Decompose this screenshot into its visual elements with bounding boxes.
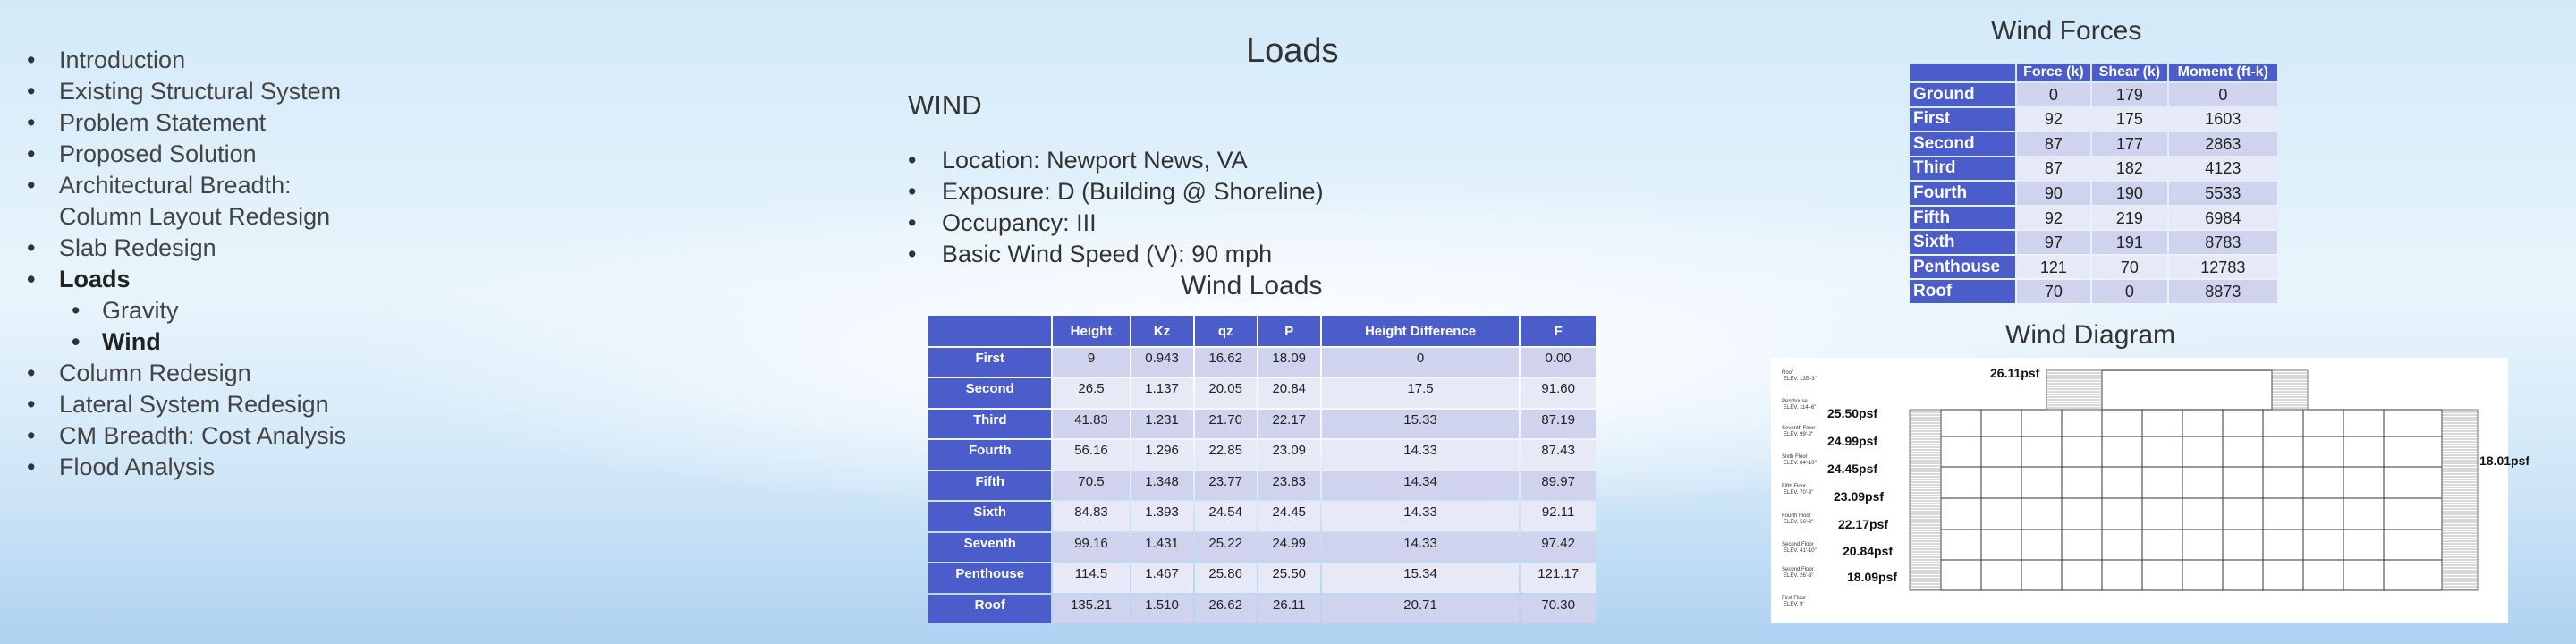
- section-heading: WIND: [908, 89, 982, 121]
- wind-loads-header-cell: Height Difference: [1322, 316, 1520, 346]
- floor-name-label: Seventh Floor: [1782, 426, 1816, 431]
- wind-forces-cell: 8873: [2169, 280, 2277, 303]
- wind-forces-cell: 92: [2017, 207, 2090, 230]
- wind-loads-cell: 70.30: [1521, 595, 1596, 624]
- wind-loads-row-label: First: [928, 348, 1051, 377]
- wind-loads-cell: 26.5: [1053, 378, 1129, 407]
- slide-title: Loads: [1246, 32, 1339, 70]
- wind-forces-row: [1910, 207, 2277, 230]
- outline-item: • Proposed Solution: [27, 139, 346, 170]
- fact-occupancy: • Occupancy: III: [908, 208, 1324, 239]
- wind-facts-list: [908, 145, 1324, 270]
- wind-forces-caption: Wind Forces: [1991, 16, 2142, 46]
- floor-name-label: Sixth Floor: [1782, 454, 1808, 460]
- outline-item: • Architectural Breadth:: [27, 170, 346, 201]
- floor-name-label: Fifth Floor: [1782, 484, 1807, 489]
- wind-forces-cell: 97: [2017, 231, 2090, 254]
- pressure-label: 24.45psf: [1827, 462, 1878, 476]
- floor-elevation-label: ELEV. 26'-6": [1784, 573, 1814, 579]
- wind-forces-body: [1910, 83, 2277, 303]
- wind-loads-cell: 91.60: [1521, 378, 1596, 407]
- floor-elevation-label: ELEV. 114'-6": [1784, 405, 1817, 411]
- wind-loads-row: [928, 410, 1596, 438]
- wind-loads-row-label: Third: [928, 410, 1051, 438]
- penthouse-windward-block: [2046, 370, 2102, 410]
- wind-loads-cell: 23.09: [1258, 440, 1320, 469]
- wind-forces-cell: 0: [2169, 83, 2277, 106]
- floor-name-label: Fourth Floor: [1782, 513, 1811, 519]
- wind-forces-row-label: Second: [1910, 132, 2015, 156]
- wind-forces-row: [1910, 157, 2277, 181]
- wind-loads-cell: 24.99: [1258, 533, 1320, 562]
- floor-elevation-label: ELEV. 9': [1784, 602, 1804, 607]
- wind-loads-cell: 9: [1053, 348, 1129, 377]
- wind-loads-cell: 23.77: [1195, 471, 1257, 500]
- wind-loads-cell: 14.34: [1322, 471, 1520, 500]
- wind-loads-header-cell: Kz: [1131, 316, 1193, 346]
- pressure-label: 20.84psf: [1843, 544, 1894, 558]
- wind-loads-header-cell: F: [1521, 316, 1596, 346]
- outline-item: • Lateral System Redesign: [27, 389, 346, 420]
- wind-loads-cell: 1.510: [1131, 595, 1193, 624]
- fact-exposure: • Exposure: D (Building @ Shoreline): [908, 176, 1324, 208]
- wind-forces-cell: 87: [2017, 157, 2090, 181]
- wind-loads-caption: Wind Loads: [1181, 271, 1323, 301]
- floor-elevation-label: ELEV. 70'-6": [1784, 490, 1814, 496]
- wind-forces-cell: 0: [2017, 83, 2090, 106]
- wind-forces-row-label: First: [1910, 108, 2015, 131]
- wind-forces-cell: 179: [2092, 83, 2167, 106]
- floor-name-label: Second Floor: [1782, 542, 1814, 547]
- wind-forces-cell: 175: [2092, 108, 2167, 131]
- pressure-label: 26.11psf: [1990, 366, 2040, 380]
- wind-loads-cell: 121.17: [1521, 564, 1596, 592]
- wind-loads-row-label: Sixth: [928, 502, 1051, 530]
- wind-loads-row-label: Fifth: [928, 471, 1051, 500]
- wind-forces-row: [1910, 231, 2277, 254]
- pressure-label: 18.09psf: [1847, 570, 1898, 584]
- wind-loads-cell: 20.84: [1258, 378, 1320, 407]
- wind-loads-header-cell: qz: [1195, 316, 1257, 346]
- penthouse-leeward-block: [2272, 370, 2308, 410]
- wind-forces-cell: 2863: [2169, 132, 2277, 156]
- wind-loads-cell: 25.50: [1258, 564, 1320, 592]
- wind-loads-cell: 84.83: [1053, 502, 1129, 530]
- outline-item: • Wind: [27, 326, 346, 358]
- wind-forces-row-label: Fourth: [1910, 182, 2015, 205]
- wind-forces-cell: 0: [2092, 280, 2167, 303]
- wind-forces-header-cell: Force (k): [2017, 64, 2090, 81]
- wind-loads-header-cell: [928, 316, 1051, 346]
- outline-item: • Existing Structural System: [27, 76, 346, 107]
- wind-loads-body: [928, 348, 1596, 623]
- wind-forces-row: [1910, 182, 2277, 205]
- wind-forces-row-label: Sixth: [1910, 231, 2015, 254]
- wind-loads-row-label: Fourth: [928, 440, 1051, 469]
- wind-loads-cell: 15.33: [1322, 410, 1520, 438]
- wind-forces-row: [1910, 132, 2277, 156]
- floor-elevation-label: ELEV. 56'-2": [1784, 520, 1814, 525]
- wind-forces-cell: 121: [2017, 256, 2090, 279]
- leeward-pressure-label: 18.01psf: [2479, 453, 2530, 468]
- wind-loads-cell: 0.00: [1521, 348, 1596, 377]
- wind-loads-cell: 92.11: [1521, 502, 1596, 530]
- outline-item: • Slab Redesign: [27, 233, 346, 264]
- outline-item: • Flood Analysis: [27, 452, 346, 483]
- wind-loads-cell: 14.33: [1322, 502, 1520, 530]
- fact-location: • Location: Newport News, VA: [908, 145, 1324, 176]
- floor-elevation-label: ELEV. 135'-3": [1784, 377, 1817, 382]
- wind-loads-cell: 25.22: [1195, 533, 1257, 562]
- penthouse-outline: [2102, 370, 2272, 410]
- wind-loads-row-label: Penthouse: [928, 564, 1051, 592]
- wind-loads-cell: 89.97: [1521, 471, 1596, 500]
- wind-diagram: [1771, 358, 2530, 623]
- wind-loads-cell: 26.11: [1258, 595, 1320, 624]
- wind-forces-cell: 4123: [2169, 157, 2277, 181]
- wind-loads-cell: 24.45: [1258, 502, 1320, 530]
- wind-loads-cell: 15.34: [1322, 564, 1520, 592]
- wind-forces-row-label: Third: [1910, 157, 2015, 181]
- wind-loads-cell: 41.83: [1053, 410, 1129, 438]
- wind-forces-cell: 70: [2017, 280, 2090, 303]
- pressure-label: 24.99psf: [1827, 434, 1878, 448]
- wind-loads-cell: 87.43: [1521, 440, 1596, 469]
- wind-loads-row: [928, 440, 1596, 469]
- wind-loads-cell: 25.86: [1195, 564, 1257, 592]
- wind-loads-cell: 22.85: [1195, 440, 1257, 469]
- wind-loads-row: [928, 564, 1596, 592]
- wind-loads-cell: 1.231: [1131, 410, 1193, 438]
- wind-forces-row-label: Ground: [1910, 83, 2015, 106]
- wind-loads-cell: 14.33: [1322, 440, 1520, 469]
- wind-forces-cell: 5533: [2169, 182, 2277, 205]
- wind-loads-cell: 20.05: [1195, 378, 1257, 407]
- outline-item: Column Layout Redesign: [59, 203, 331, 230]
- wind-loads-cell: 14.33: [1322, 533, 1520, 562]
- floor-name-label: Second Floor: [1782, 567, 1814, 572]
- pressure-label: 25.50psf: [1827, 406, 1878, 420]
- wind-loads-row: [928, 348, 1596, 377]
- wind-forces-cell: 1603: [2169, 108, 2277, 131]
- wind-loads-row: [928, 502, 1596, 530]
- wind-loads-table: [927, 314, 1597, 625]
- wind-diagram-caption: Wind Diagram: [2005, 320, 2176, 350]
- floor-elevation-label: ELEV. 99'-2": [1784, 432, 1814, 437]
- wind-forces-cell: 12783: [2169, 256, 2277, 279]
- wind-forces-row: [1910, 83, 2277, 106]
- wind-loads-header-cell: P: [1258, 316, 1320, 346]
- wind-loads-cell: 114.5: [1053, 564, 1129, 592]
- wind-forces-cell: 219: [2092, 207, 2167, 230]
- wind-loads-cell: 21.70: [1195, 410, 1257, 438]
- wind-forces-cell: 190: [2092, 182, 2167, 205]
- wind-forces-header-row: [1910, 64, 2277, 81]
- wind-loads-row: [928, 595, 1596, 624]
- wind-forces-cell: 191: [2092, 231, 2167, 254]
- wind-loads-cell: 1.393: [1131, 502, 1193, 530]
- wind-forces-cell: 92: [2017, 108, 2090, 131]
- outline-item: • Introduction: [27, 45, 346, 76]
- wind-loads-cell: 0.943: [1131, 348, 1193, 377]
- wind-forces-cell: 70: [2092, 256, 2167, 279]
- wind-loads-cell: 26.62: [1195, 595, 1257, 624]
- wind-loads-row-label: Seventh: [928, 533, 1051, 562]
- wind-forces-row-label: Roof: [1910, 280, 2015, 303]
- wind-forces-cell: 177: [2092, 132, 2167, 156]
- wind-loads-cell: 1.431: [1131, 533, 1193, 562]
- floor-name-label: First Floor: [1782, 596, 1806, 601]
- wind-loads-cell: 135.21: [1053, 595, 1129, 624]
- outline-item: • Problem Statement: [27, 107, 346, 139]
- wind-forces-cell: 87: [2017, 132, 2090, 156]
- pressure-label: 23.09psf: [1834, 489, 1885, 504]
- wind-loads-cell: 22.17: [1258, 410, 1320, 438]
- outline-item: • Loads: [27, 264, 346, 295]
- wind-loads-cell: 20.71: [1322, 595, 1520, 624]
- wind-forces-row-label: Penthouse: [1910, 256, 2015, 279]
- wind-loads-cell: 99.16: [1053, 533, 1129, 562]
- wind-forces-table: [1908, 62, 2279, 305]
- wind-forces-header-cell: Shear (k): [2092, 64, 2167, 81]
- slide-outline: [27, 45, 346, 483]
- wind-loads-row-label: Roof: [928, 595, 1051, 624]
- wind-forces-cell: 6984: [2169, 207, 2277, 230]
- floor-elevation-label: ELEV. 41'-10": [1784, 548, 1817, 554]
- wind-loads-cell: 56.16: [1053, 440, 1129, 469]
- wind-loads-header-row: [928, 316, 1596, 346]
- wind-forces-header-cell: Moment (ft-k): [2169, 64, 2277, 81]
- wind-loads-cell: 1.348: [1131, 471, 1193, 500]
- wind-loads-row-label: Second: [928, 378, 1051, 407]
- wind-loads-cell: 1.137: [1131, 378, 1193, 407]
- outline-item: • CM Breadth: Cost Analysis: [27, 420, 346, 452]
- wind-loads-cell: 1.467: [1131, 564, 1193, 592]
- wind-forces-row-label: Fifth: [1910, 207, 2015, 230]
- wind-forces-cell: 182: [2092, 157, 2167, 181]
- outline-item: • Gravity: [27, 295, 346, 326]
- wind-loads-cell: 24.54: [1195, 502, 1257, 530]
- wind-loads-cell: 87.19: [1521, 410, 1596, 438]
- wind-loads-cell: 97.42: [1521, 533, 1596, 562]
- wind-loads-header-cell: Height: [1053, 316, 1129, 346]
- wind-forces-header-cell: [1910, 64, 2015, 81]
- pressure-label: 22.17psf: [1838, 517, 1889, 531]
- wind-loads-cell: 17.5: [1322, 378, 1520, 407]
- wind-loads-row: [928, 533, 1596, 562]
- fact-wind-speed: • Basic Wind Speed (V): 90 mph: [908, 239, 1324, 270]
- outline-item: • Column Redesign: [27, 358, 346, 389]
- floor-name-label: Roof: [1782, 370, 1793, 376]
- wind-diagram-drawing: [1771, 358, 2530, 623]
- wind-forces-row: [1910, 256, 2277, 279]
- wind-forces-row: [1910, 280, 2277, 303]
- wind-loads-cell: 0: [1322, 348, 1520, 377]
- floor-name-label: Penthouse: [1782, 399, 1808, 404]
- wind-forces-cell: 8783: [2169, 231, 2277, 254]
- wind-loads-row: [928, 378, 1596, 407]
- wind-loads-cell: 70.5: [1053, 471, 1129, 500]
- floor-elevation-label: ELEV. 84'-10": [1784, 461, 1817, 466]
- wind-loads-row: [928, 471, 1596, 500]
- wind-forces-row: [1910, 108, 2277, 131]
- wind-forces-cell: 90: [2017, 182, 2090, 205]
- wind-loads-cell: 1.296: [1131, 440, 1193, 469]
- wind-loads-cell: 18.09: [1258, 348, 1320, 377]
- wind-loads-cell: 23.83: [1258, 471, 1320, 500]
- wind-loads-cell: 16.62: [1195, 348, 1257, 377]
